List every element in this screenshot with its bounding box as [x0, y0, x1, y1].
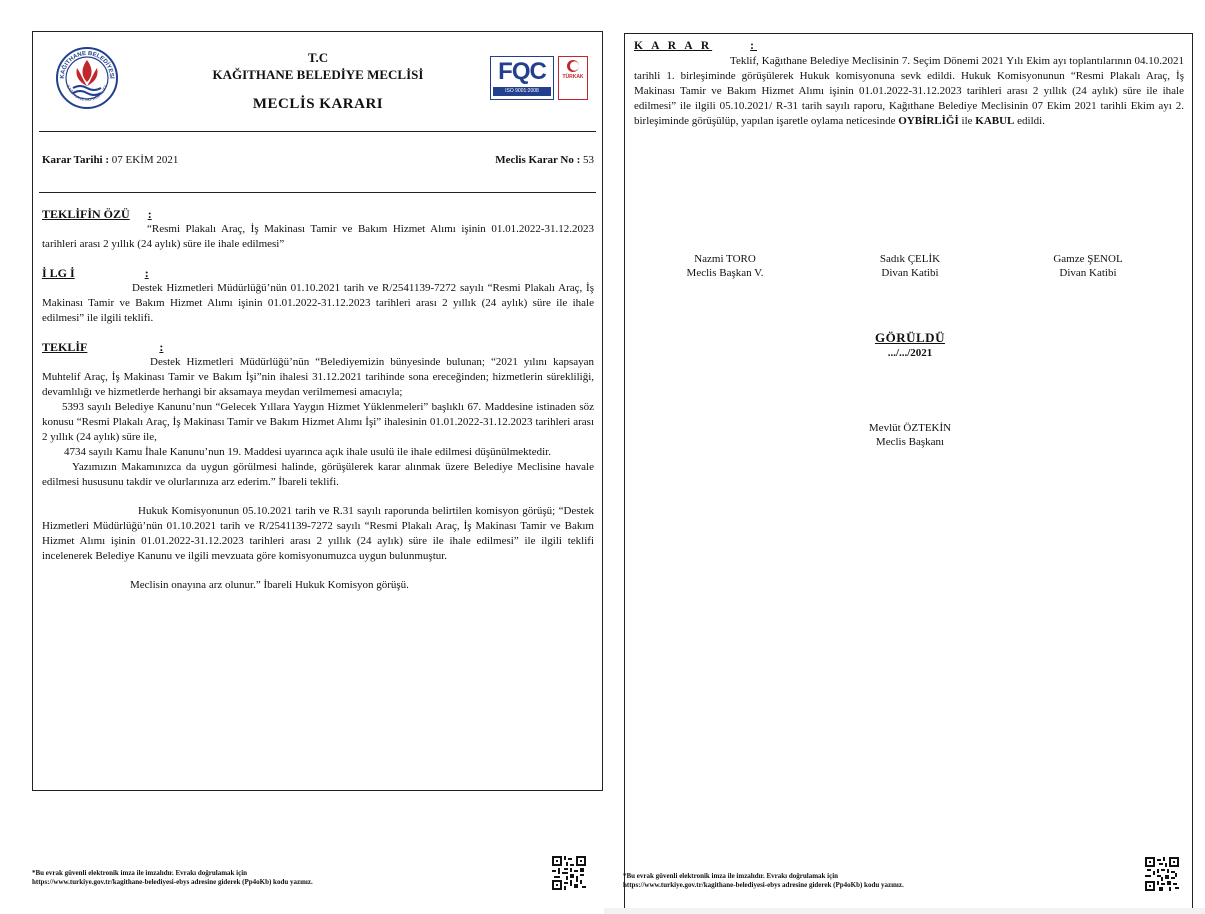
- footnote-line-2: https://www.turkiye.gov.tr/kagithane-belediyesi-ebys adresine giderek (Pp4oKb) kodu yazınız.: [32, 878, 313, 886]
- teklif-paragraph-4: Yazımızın Makamınızca da uygun görülmesi halinde, görüşülerek karar alınmak üzere Belediye Meclisine havale edilmesi hususunu takdir ve olurlarınıza arz ederim.” İbareli teklifi.: [42, 461, 594, 488]
- e-signature-footnote-right: [623, 872, 904, 890]
- title-block: [153, 50, 483, 113]
- meta-divider: [39, 192, 596, 193]
- qr-code-icon: [1145, 857, 1179, 891]
- signature-title: Meclis Başkan V.: [686, 267, 764, 279]
- document-header: [33, 32, 602, 130]
- right-frame-top: [624, 33, 1193, 34]
- footnote-line-1: *Bu evrak güvenli elektronik imza ile imzalıdır. Evrakı doğrulamak için: [32, 869, 248, 877]
- mayor-title: Meclis Başkanı: [875, 436, 945, 448]
- karar-edildi: edildi.: [1014, 115, 1045, 127]
- teklif-paragraph-1: Destek Hizmetleri Müdürlüğü’nün “Belediyemizin bünyesinde bulunan; “2021 yılını kapsayan Muhtelif Araç, İş Makinası Tamir ve Bakım İşi”nin ihalesi 31.12.2021 tarihinde sona ereceğinden; hizmetlerin sürekliliği, devamlılığı ve hizmetlerde herhangi bir aksamaya meydan verilmemesi amacıyla;: [42, 356, 594, 398]
- ilgi-heading-text: İ LG İ: [42, 266, 75, 280]
- turkak-logo-text: TÜRKAK: [562, 74, 584, 80]
- footnote-line-2: https://www.turkiye.gov.tr/kagithane-belediyesi-ebys adresine giderek (Pp4oKb) kodu yazınız.: [623, 881, 904, 889]
- goruldu-heading: GÖRÜLDÜ: [875, 330, 945, 345]
- fqc-certificate-logo: [490, 56, 554, 100]
- decision-number-label: Meclis Karar No :: [495, 154, 581, 166]
- karar-text: [634, 54, 1184, 129]
- teklifin-ozu-heading-text: TEKLİFİN ÖZÜ: [42, 207, 130, 221]
- e-signature-footnote-left: [32, 869, 313, 887]
- teklifin-ozu-colon: :: [147, 207, 152, 221]
- decision-frame: [32, 31, 603, 791]
- signature-name: Nazmi TORO: [694, 253, 756, 265]
- teklif-heading-text: TEKLİF: [42, 340, 88, 354]
- signature-name: Gamze ŞENOL: [1053, 253, 1123, 265]
- qr-code-icon: [552, 856, 586, 890]
- municipality-seal-icon: [55, 46, 119, 110]
- teklif-paragraph-3: 4734 sayılı Kamu İhale Kanunu’nun 19. Maddesi uyarınca açık ihale usulü ile ihale edilmesi düşünülmektedir.: [64, 446, 551, 458]
- mayor-signature: [820, 421, 1000, 449]
- certification-logos: [488, 54, 588, 100]
- decision-number-value: 53: [580, 154, 594, 166]
- karar-heading-text: K A R A R: [634, 40, 713, 52]
- mayor-name: Mevlüt ÖZTEKİN: [868, 422, 952, 434]
- goruldu-block: [820, 330, 1000, 359]
- karar-ile: ile: [958, 115, 976, 127]
- right-frame-right: [1192, 33, 1193, 908]
- signature-title: Divan Katibi: [881, 267, 939, 279]
- decision-date-label: Karar Tarihi :: [42, 154, 110, 166]
- decision-date-value: 07 EKİM 2021: [109, 154, 179, 166]
- karar-text-main: Teklif, Kağıthane Belediye Meclisinin 7. Seçim Dönemi 2021 Yılı Ekim ayı toplantılarının 04.10.2021 tarihli 1. birleşiminde görüşülerek Hukuk komisyonuna sevk edildi. Hukuk Komisyonunun “Resmi Plakalı Araç, İş Makinası Tamir ve Bakım Hizmet Alımı işinin 01.01.2022-31.12.2023 tarihleri arası 2 yıllık (24 aylık) süre ile ihale edilmesi” ile ilgili 05.10.2021/ R-31 tarih sayılı raporu, Kağıthane Belediye Meclisinin 07 Ekim 2021 tarihli Ekim ayı 2. birleşiminde görüşülüp, yapılan işaretle oylama neticesinde: [634, 55, 1184, 127]
- fqc-logo-text: FQC: [498, 58, 546, 85]
- ilgi-text: Destek Hizmetleri Müdürlüğü’nün 01.10.2021 tarih ve R/2541139-7272 sayılı “Resmi Plakalı Araç, İş Makinası Tamir ve Bakım Hizmet Alımı işinin 01.01.2022-31.12.2023 tarihleri arası 2 yıllık (24 aylık) süre ile ihale edilmesi” ile ilgili teklifi.: [42, 282, 594, 324]
- decision-body: [42, 207, 594, 593]
- karar-heading: [634, 39, 1184, 54]
- ilgi-heading: [42, 266, 594, 281]
- decision-number: [495, 154, 594, 166]
- page-shadow: [604, 908, 1205, 914]
- header-divider: [39, 131, 596, 132]
- teklifin-ozu-text: “Resmi Plakalı Araç, İş Makinası Tamir ve Bakım Hizmet Alımı işinin 01.01.2022-31.12.2023 tarihleri arası 2 yıllık (24 aylık) süre ile ihale edilmesi”: [42, 223, 594, 250]
- karar-section: [634, 39, 1184, 129]
- turkak-crescent-icon: [559, 57, 587, 73]
- decision-date: [42, 154, 178, 166]
- commission-opinion: Hukuk Komisyonunun 05.10.2021 tarih ve R.31 sayılı raporunda belirtilen komisyon görüşü; “Destek Hizmetleri Müdürlüğü’nün 01.10.2021 tarih ve R/2541139-7272 sayılı “Resmi Plakalı Araç, İş Makinası Tamir ve Bakım Hizmet Alımı işinin 01.01.2022-31.12.2023 tarihleri arası 2 yıllık (24 aylık) süre ile ihale edilmesi” ile ilgili teklifi incelenerek Belediye Kanunu ve ilgili mevzuata göre komisyonumuzca uygun bulunmuştur.: [42, 505, 594, 562]
- karar-kabul: KABUL: [975, 115, 1015, 127]
- title-organization: KAĞITHANE BELEDİYE MECLİSİ: [212, 67, 424, 82]
- title-tc: T.C: [307, 50, 329, 65]
- signature-block: [825, 252, 995, 280]
- goruldu-date: .../.../2021: [887, 347, 933, 359]
- commission-opinion-closing: Meclisin onayına arz olunur.” İbareli Hukuk Komisyon görüşü.: [130, 579, 409, 591]
- karar-colon: :: [750, 40, 757, 52]
- signature-block: [1003, 252, 1173, 280]
- right-page: [611, 0, 1205, 914]
- teklif-colon: :: [159, 340, 164, 354]
- right-frame-left: [624, 33, 625, 908]
- fqc-logo-subtext: ISO 9001:2008: [493, 87, 551, 96]
- signature-block: [640, 252, 810, 280]
- signature-title: Divan Katibi: [1059, 267, 1117, 279]
- teklif-paragraph-2: 5393 sayılı Belediye Kanunu’nun “Gelecek Yıllara Yaygın Hizmet Yüklenmeleri” başlıklı 67. Maddesine istinaden söz konusu “Resmi Plakalı Araç, İş Makinası Tamir ve Bakım Hizmet Alımı İşi” ihalesinin 01.01.2022-31.12.2023 tarihleri arası 2 yıllık (24 aylık) süre ile,: [42, 401, 594, 443]
- document-title: MECLİS KARARI: [252, 96, 384, 112]
- footnote-line-1: *Bu evrak güvenli elektronik imza ile imzalıdır. Evrakı doğrulamak için: [623, 872, 839, 880]
- signature-name: Sadık ÇELİK: [879, 253, 941, 265]
- karar-oybirligi: OYBİRLİĞİ: [898, 115, 959, 127]
- seal-text: KAĞITHANE BELEDİYESİ: [59, 50, 115, 79]
- seal-bottom-text: KAĞITHANE MUNICIPALITY: [65, 84, 109, 103]
- turkak-logo: [558, 56, 588, 100]
- teklif-heading: [42, 340, 594, 355]
- ilgi-colon: :: [144, 266, 149, 280]
- teklifin-ozu-heading: [42, 207, 594, 222]
